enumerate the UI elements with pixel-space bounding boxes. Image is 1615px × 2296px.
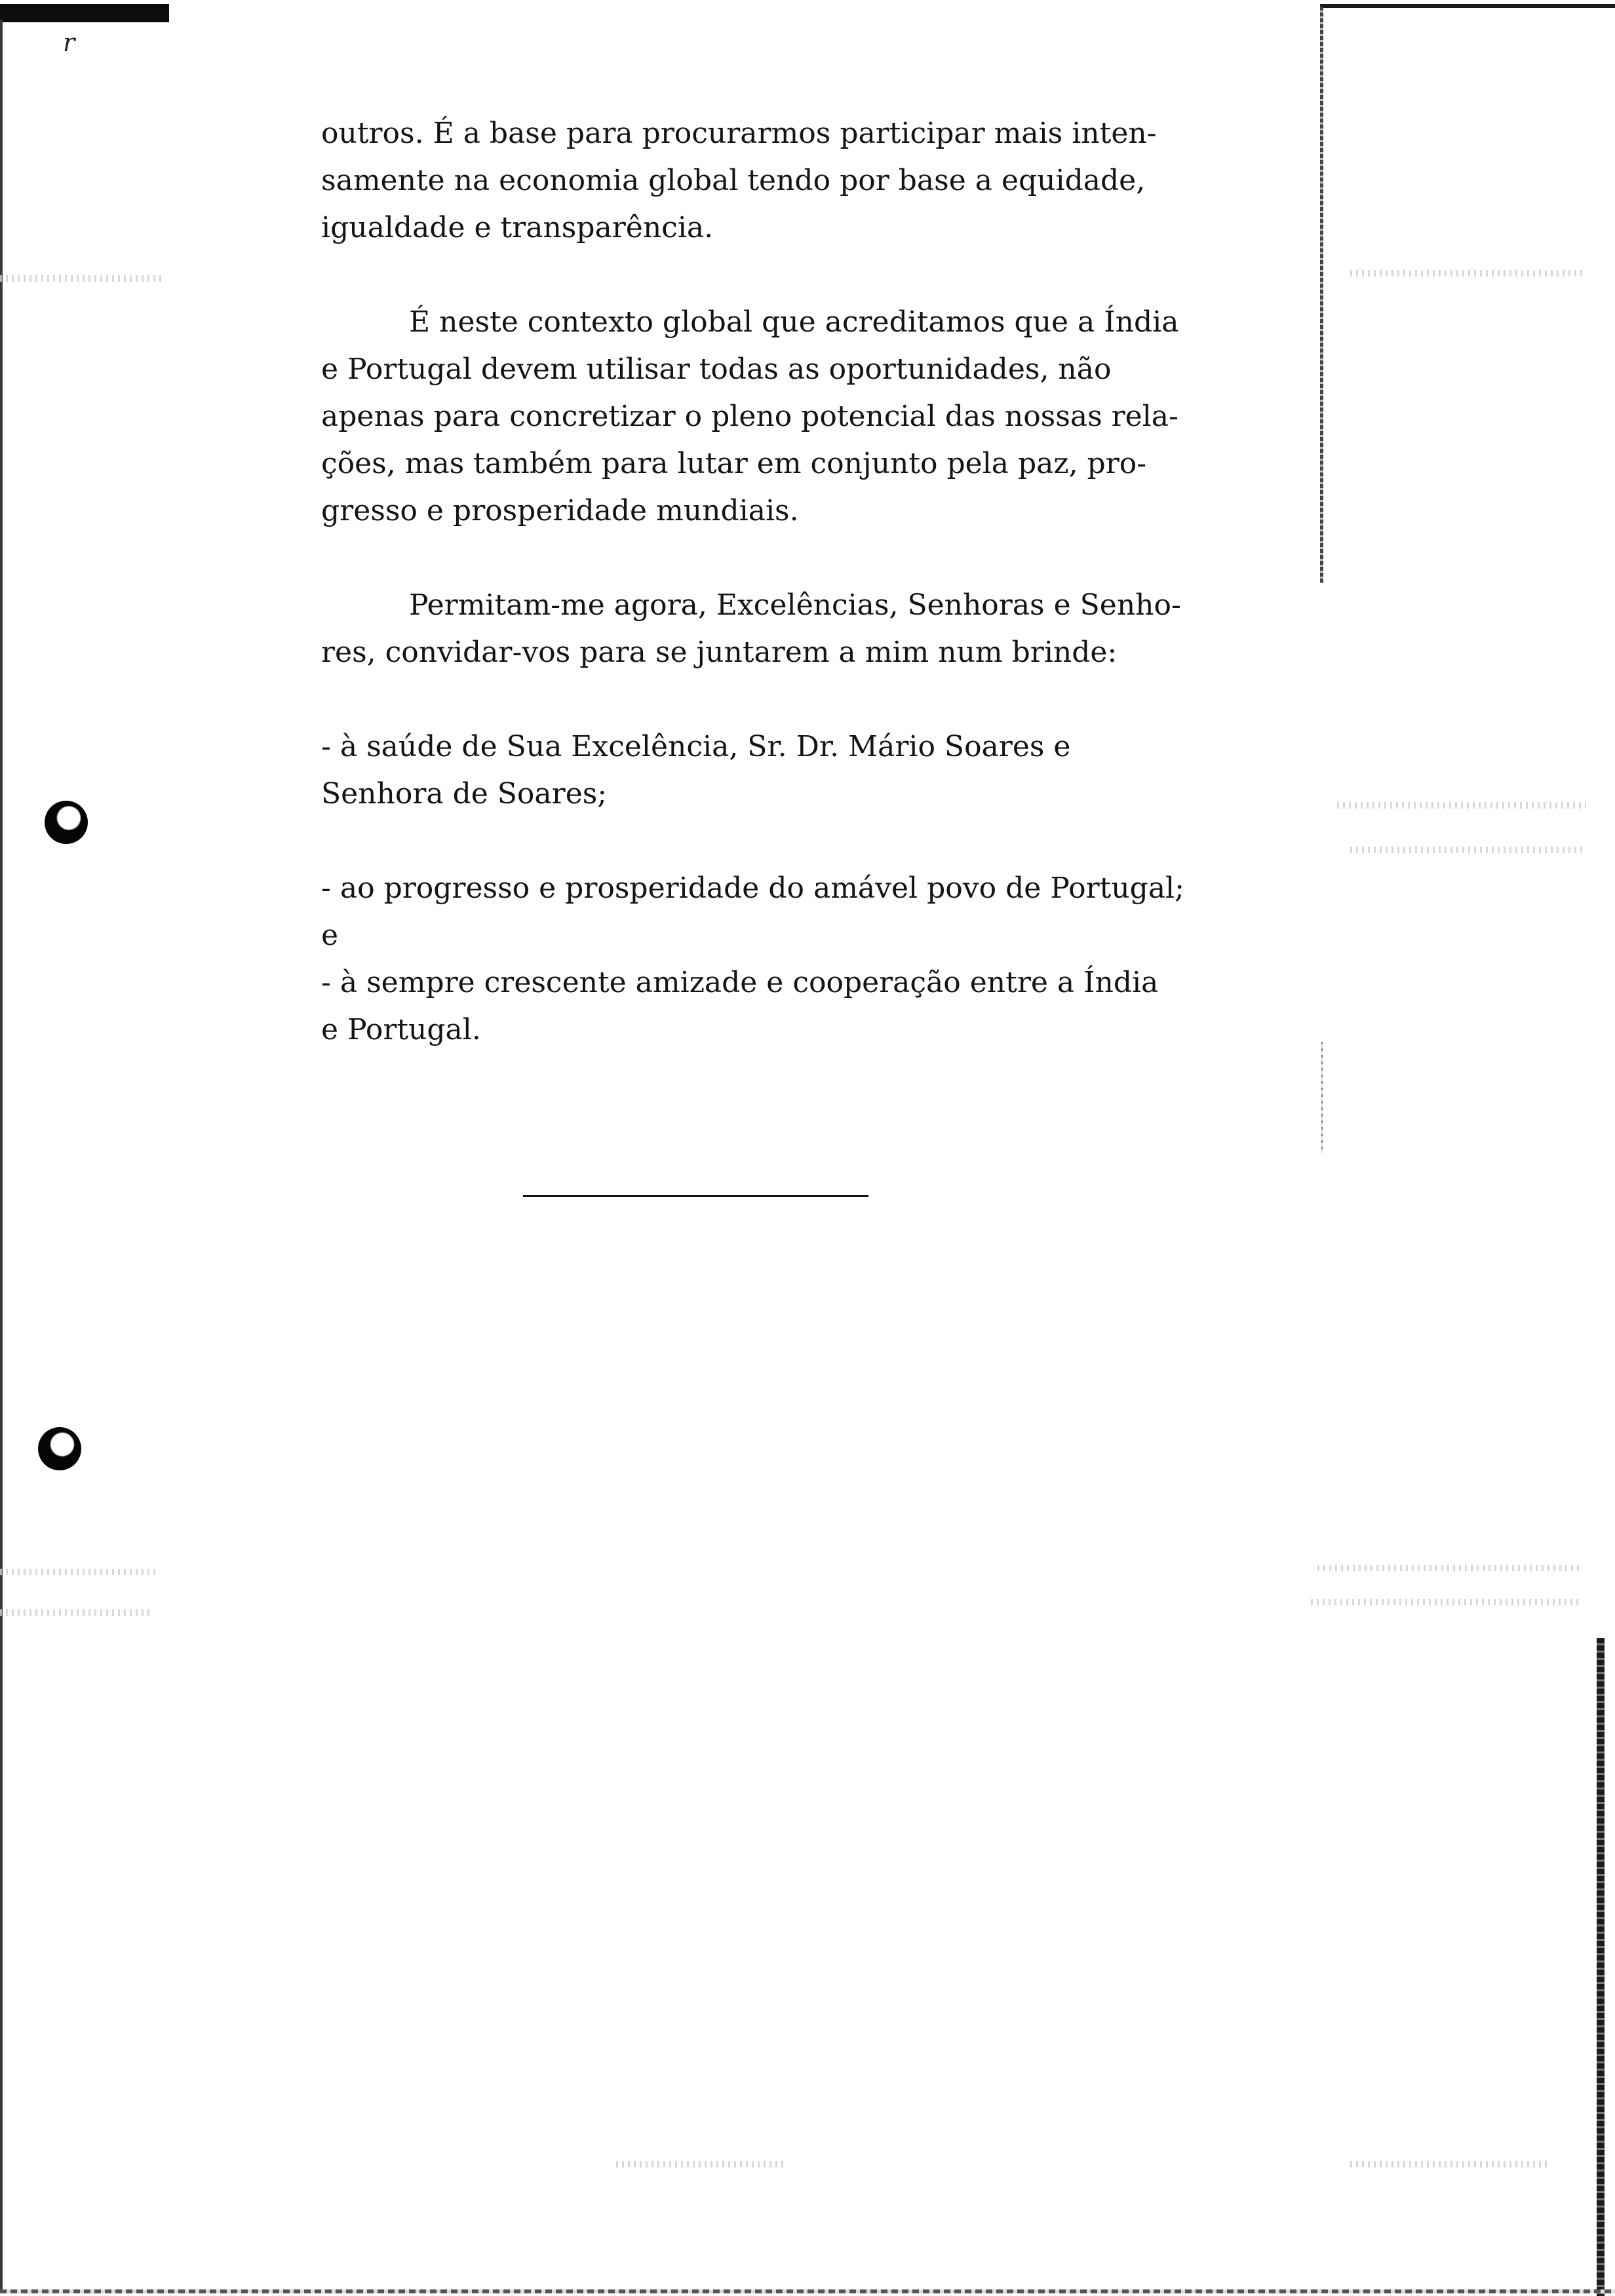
text-line: ções, mas também para lutar em conjunto pela paz, pro- [321, 447, 1147, 480]
paragraph-gap [321, 535, 1173, 582]
scan-noise [1350, 2161, 1547, 2168]
paragraph-3 [321, 582, 1181, 676]
scan-noise [616, 2161, 787, 2168]
document-body [321, 110, 1184, 1054]
scan-right-panel-edge-lower [1321, 1042, 1323, 1153]
punch-hole-icon [38, 1427, 81, 1470]
text-line: - à saúde de Sua Excelência, Sr. Dr. Mário Soares e [321, 730, 1071, 763]
scan-noise [1350, 847, 1586, 853]
scan-noise [0, 1569, 157, 1575]
paragraph-1 [321, 110, 1173, 252]
toast-item-1 [321, 723, 1173, 818]
toast-items-2-3 [321, 865, 1184, 1054]
scan-bottom-border [0, 2289, 1615, 2293]
text-line: - ao progresso e prosperidade do amável povo de Portugal; [321, 871, 1184, 905]
scan-top-left-bar [0, 4, 169, 22]
scan-noise [1337, 802, 1586, 809]
scan-right-border [1597, 1638, 1605, 2296]
scan-noise [1311, 1599, 1580, 1605]
scan-corner-mark: r [63, 28, 75, 57]
text-line: gresso e prosperidade mundiais. [321, 494, 799, 527]
scan-noise [0, 275, 164, 282]
punch-hole-icon [45, 801, 88, 844]
text-line: e Portugal. [321, 1013, 481, 1046]
paragraph-2 [321, 299, 1179, 535]
text-line: É neste contexto global que acreditamos que a Índia [409, 305, 1179, 339]
scan-noise [0, 1609, 151, 1616]
scan-right-panel-edge [1320, 7, 1323, 583]
text-line: samente na economia global tendo por base a equidade, [321, 164, 1146, 197]
text-line: e Portugal devem utilisar todas as oportunidades, não [321, 353, 1112, 386]
paragraph-gap [321, 818, 1173, 865]
text-line: - à sempre crescente amizade e cooperação entre a Índia [321, 966, 1159, 999]
text-line: igualdade e transparência. [321, 211, 714, 244]
text-line: res, convidar-vos para se juntarem a mim num brinde: [321, 636, 1118, 669]
text-line: e [321, 919, 339, 952]
paragraph-gap [321, 252, 1173, 299]
text-line: Senhora de Soares; [321, 777, 608, 811]
closing-separator-line [523, 1195, 868, 1197]
text-line: apenas para concretizar o pleno potencial das nossas rela- [321, 400, 1178, 433]
text-line: outros. É a base para procurarmos participar mais inten- [321, 117, 1157, 150]
scan-right-panel-top [1320, 4, 1615, 8]
text-line: Permitam-me agora, Excelências, Senhoras e Senho- [409, 588, 1181, 622]
scan-left-edge [0, 20, 3, 2293]
paragraph-gap [321, 676, 1173, 723]
scan-noise [1350, 270, 1586, 277]
scan-noise [1317, 1565, 1580, 1571]
